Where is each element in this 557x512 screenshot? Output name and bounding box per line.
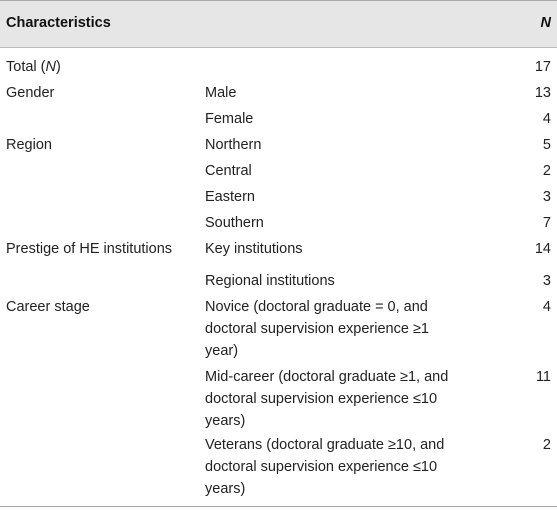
row-count: 13 <box>534 85 551 101</box>
row-subcategory: Female <box>205 111 254 127</box>
row-count: 5 <box>542 137 551 153</box>
row-count: 4 <box>542 299 551 315</box>
row-count: 17 <box>534 59 551 75</box>
row-count: 3 <box>542 189 551 205</box>
row-subcategory: Regional institutions <box>205 273 335 289</box>
row-subcategory: Central <box>205 163 252 179</box>
row-category: Region <box>6 137 52 153</box>
row-subcategory: Veterans (doctoral graduate ≥10, and doctoral supervision experience ≤10 years) <box>205 437 445 497</box>
row-category: Gender <box>6 85 55 101</box>
row-subcategory: Novice (doctoral graduate = 0, and doctoral supervision experience ≥1 year) <box>205 299 429 359</box>
row-category: Career stage <box>6 299 90 315</box>
row-label: Total (N) <box>6 59 61 75</box>
row-subcategory: Southern <box>205 215 264 231</box>
row-count: 14 <box>534 241 551 257</box>
table-header <box>0 0 557 48</box>
header-n: N <box>540 15 551 31</box>
row-count: 7 <box>542 215 551 231</box>
row-subcategory: Key institutions <box>205 241 303 257</box>
row-count: 3 <box>542 273 551 289</box>
row-subcategory: Eastern <box>205 189 255 205</box>
row-count: 11 <box>535 369 551 385</box>
row-subcategory: Mid-career (doctoral graduate ≥1, and doctoral supervision experience ≤10 years) <box>205 369 449 429</box>
table-bottom-rule <box>0 506 557 507</box>
row-count: 2 <box>542 437 551 453</box>
header-characteristics: Characteristics <box>6 15 111 31</box>
row-subcategory: Male <box>205 85 237 101</box>
row-count: 4 <box>542 111 551 127</box>
row-count: 2 <box>542 163 551 179</box>
row-category: Prestige of HE institutions <box>6 241 173 257</box>
row-subcategory: Northern <box>205 137 262 153</box>
